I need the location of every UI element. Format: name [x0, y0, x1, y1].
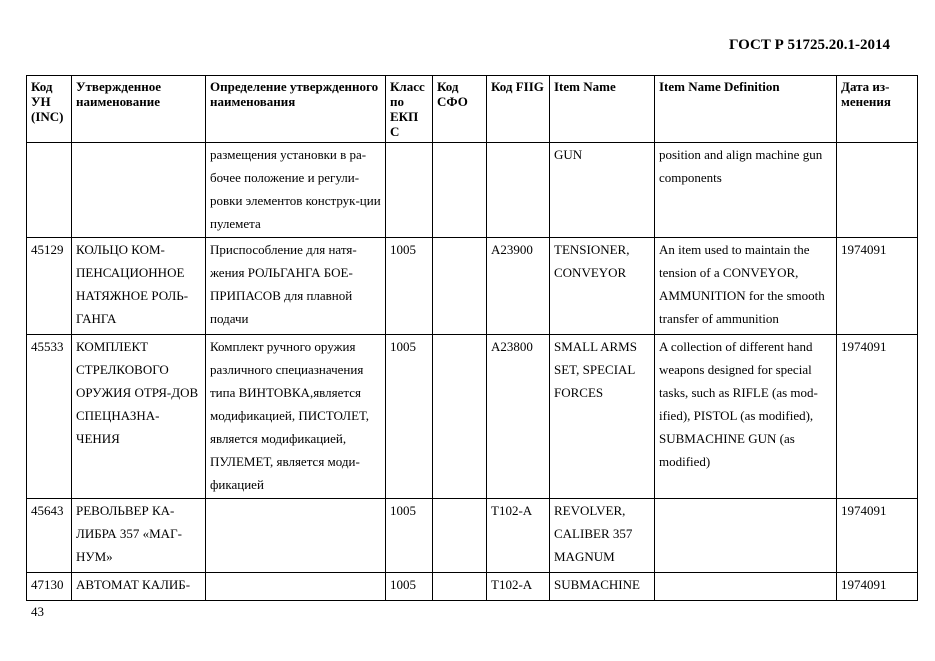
cell-fiig: T102-A — [487, 499, 550, 573]
cell-class: 1005 — [386, 573, 433, 601]
col-header-item-name: Item Name — [550, 76, 655, 143]
cell-class: 1005 — [386, 238, 433, 335]
col-header-class: Класс по ЕКП С — [386, 76, 433, 143]
cell-definition: Приспособление для натя-жения РОЛЬГАНГА БОЕ-ПРИПАСОВ для плавной подачи — [206, 238, 386, 335]
catalog-table — [26, 75, 918, 601]
cell-date: 1974091 — [837, 335, 918, 499]
cell-definition: размещения установки в ра-бочее положение и регули-ровки элементов конструк-ции пулемета — [206, 143, 386, 238]
cell-definition — [206, 499, 386, 573]
cell-fiig — [487, 143, 550, 238]
table-row — [27, 238, 918, 335]
cell-sfo — [433, 573, 487, 601]
cell-definition — [206, 573, 386, 601]
cell-item-definition — [655, 573, 837, 601]
table-row — [27, 335, 918, 499]
cell-item-name: TENSIONER, CONVEYOR — [550, 238, 655, 335]
cell-item-name: SMALL ARMS SET, SPECIAL FORCES — [550, 335, 655, 499]
cell-sfo — [433, 499, 487, 573]
cell-fiig: A23800 — [487, 335, 550, 499]
col-header-fiig: Код FIIG — [487, 76, 550, 143]
cell-inc — [27, 143, 72, 238]
cell-item-definition — [655, 499, 837, 573]
cell-class: 1005 — [386, 499, 433, 573]
cell-name — [72, 143, 206, 238]
cell-inc: 47130 — [27, 573, 72, 601]
col-header-approved-name-definition: Определение утвержденного наименования — [206, 76, 386, 143]
cell-date — [837, 143, 918, 238]
cell-item-definition: position and align machine gun components — [655, 143, 837, 238]
table-header-row — [27, 76, 918, 143]
table-row — [27, 573, 918, 601]
cell-name: АВТОМАТ КАЛИБ- — [72, 573, 206, 601]
col-header-change-date: Дата из-менения — [837, 76, 918, 143]
cell-fiig: A23900 — [487, 238, 550, 335]
cell-definition: Комплект ручного оружия различного специазначения типа ВИНТОВКА,является модификацией, ПИСТОЛЕТ, является модификацией, ПУЛЕМЕТ, является моди-фикацией — [206, 335, 386, 499]
cell-inc: 45533 — [27, 335, 72, 499]
cell-name: РЕВОЛЬВЕР КА-ЛИБРА 357 «МАГ-НУМ» — [72, 499, 206, 573]
cell-name: КОМПЛЕКТ СТРЕЛКОВОГО ОРУЖИЯ ОТРЯ-ДОВ СПЕЦНАЗНА-ЧЕНИЯ — [72, 335, 206, 499]
cell-sfo — [433, 335, 487, 499]
cell-sfo — [433, 143, 487, 238]
cell-sfo — [433, 238, 487, 335]
table-row — [27, 143, 918, 238]
table-row — [27, 499, 918, 573]
col-header-approved-name: Утвержденное наименование — [72, 76, 206, 143]
cell-inc: 45129 — [27, 238, 72, 335]
cell-class — [386, 143, 433, 238]
cell-item-name: GUN — [550, 143, 655, 238]
cell-item-name: SUBMACHINE — [550, 573, 655, 601]
cell-item-name: REVOLVER, CALIBER 357 MAGNUM — [550, 499, 655, 573]
cell-item-definition: A collection of different hand weapons designed for special tasks, such as RIFLE (as mod-ified), PISTOL (as modified), SUBMACHINE GUN (as modified) — [655, 335, 837, 499]
col-header-sfo: Код СФО — [433, 76, 487, 143]
cell-date: 1974091 — [837, 573, 918, 601]
cell-name: КОЛЬЦО КОМ-ПЕНСАЦИОННОЕ НАТЯЖНОЕ РОЛЬ-ГАНГА — [72, 238, 206, 335]
page-number: 43 — [31, 604, 44, 619]
cell-inc: 45643 — [27, 499, 72, 573]
col-header-item-name-definition: Item Name Definition — [655, 76, 837, 143]
document-id: ГОСТ Р 51725.20.1-2014 — [728, 37, 890, 53]
cell-item-definition: An item used to maintain the tension of a CONVEYOR, AMMUNITION for the smooth transfer of ammunition — [655, 238, 837, 335]
cell-date: 1974091 — [837, 238, 918, 335]
cell-fiig: T102-A — [487, 573, 550, 601]
cell-date: 1974091 — [837, 499, 918, 573]
col-header-inc: Код УН (INC) — [27, 76, 72, 143]
cell-class: 1005 — [386, 335, 433, 499]
